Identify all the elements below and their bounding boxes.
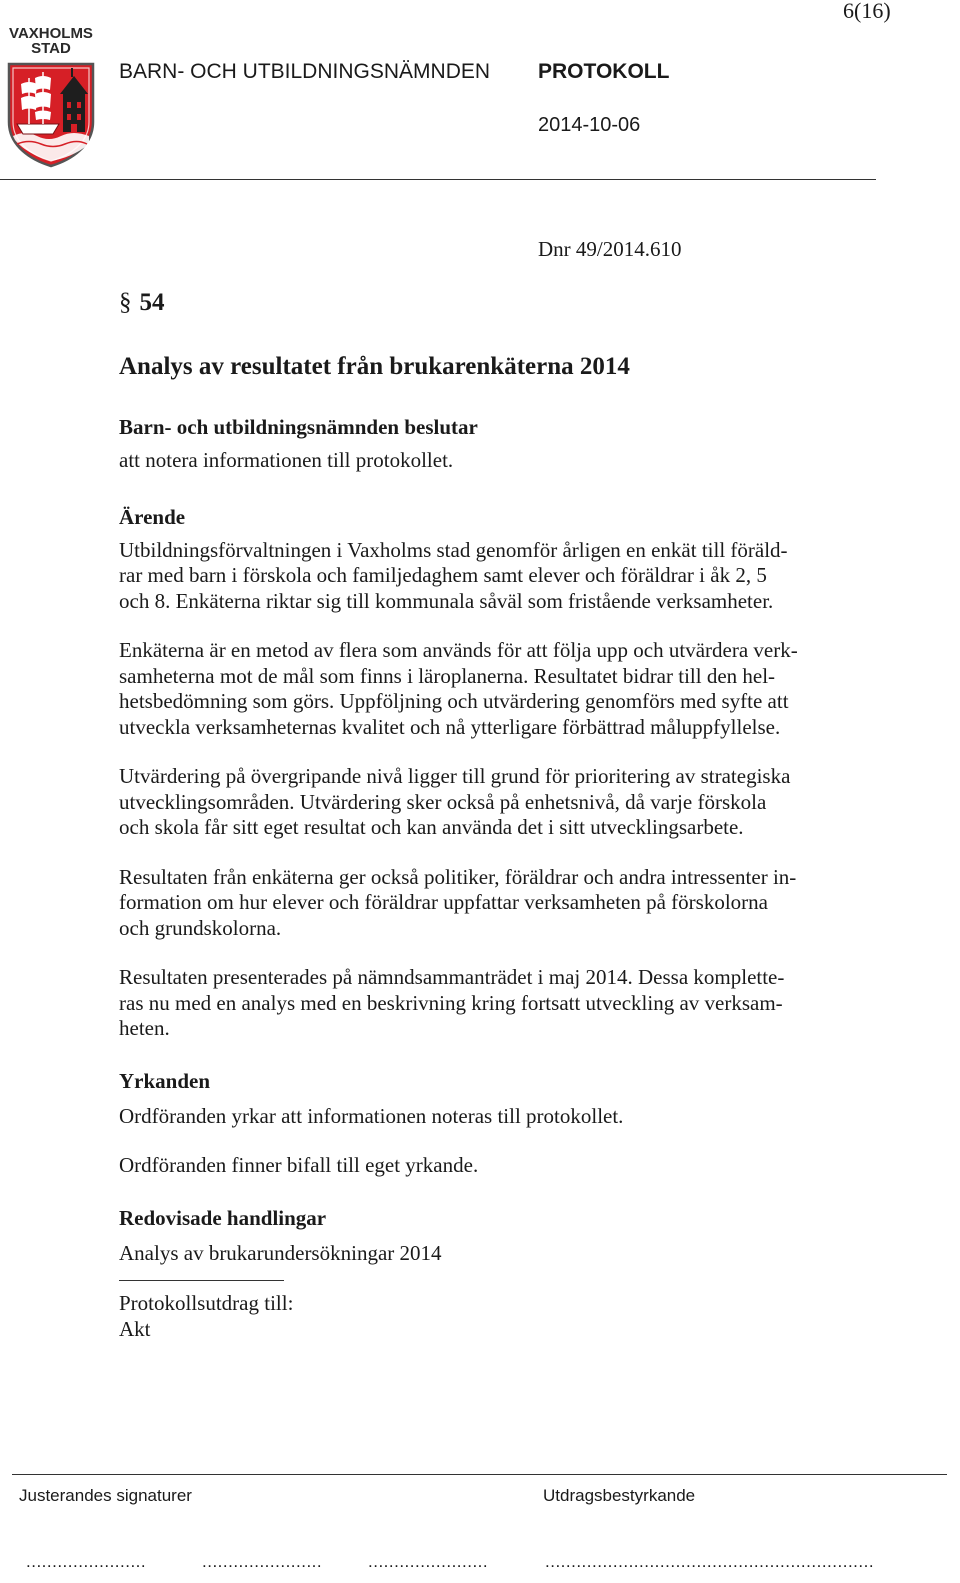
footer-divider xyxy=(12,1474,947,1475)
distribution-divider xyxy=(119,1280,284,1281)
header-divider xyxy=(0,179,876,180)
signature-line-2: ....................... xyxy=(202,1552,323,1571)
matter-paragraph-1: Utbildningsförvaltningen i Vaxholms stad genomför årligen en enkät till föräld- rar med barn i förskola och familjedaghem samt elever och föräldrar i åk 2, 5 och 8. Enkäterna riktar sig till kommunala såväl som fristående verksamheter. xyxy=(119,537,788,613)
extract-certification-label: Utdragsbestyrkande xyxy=(543,1486,696,1505)
section-number xyxy=(119,288,165,318)
distribution-label: Protokollsutdrag till: xyxy=(119,1291,294,1315)
page-number: 6(16) xyxy=(843,0,891,23)
item-title: Analys av resultatet från brukarenkäterna 2014 xyxy=(119,353,630,380)
logo-wordmark xyxy=(5,26,97,56)
meeting-date: 2014-10-06 xyxy=(538,114,641,136)
coat-of-arms-icon xyxy=(5,60,97,168)
extract-signature-line: ............................................................... xyxy=(545,1552,875,1571)
paragraph-sign: § xyxy=(119,289,132,316)
matter-paragraph-2: Enkäterna är en metod av flera som används för att följa upp och utvärdera verk- samheterna mot de mål som finns i läroplanerna. Resultatet bidrar till den hel- hetsbedömning som görs. Uppföljning och utvärdering genomförs med syfte att utveckla verksamheternas kvalitet och nå ytterligare förbättrad måluppfyllelse. xyxy=(119,638,798,739)
documents-heading: Redovisade handlingar xyxy=(119,1205,327,1230)
signatures-label: Justerandes signaturer xyxy=(19,1486,192,1505)
matter-paragraph-3: Utvärdering på övergripande nivå ligger till grund för prioritering av strategiska utvecklingsområden. Utvärdering sker också på enhetsnivå, då varje förskola och skola får sitt eget resultat och kan använda det i sitt utvecklingsarbete. xyxy=(119,764,791,839)
logo-text-line2: STAD xyxy=(31,40,71,57)
section-number-value: 54 xyxy=(139,289,165,316)
signature-line-3: ....................... xyxy=(368,1552,489,1571)
matter-paragraph-4: Resultaten från enkäterna ger också politiker, föräldrar och andra intressenter in- formation om hur elever och föräldrar uppfattar verksamheten på förskolorna och grundskolorna. xyxy=(119,864,797,940)
distribution-recipient: Akt xyxy=(119,1316,151,1341)
registration-number: Dnr 49/2014.610 xyxy=(538,237,682,261)
documents-item: Analys av brukarundersökningar 2014 xyxy=(119,1240,442,1265)
protocol-content xyxy=(119,352,889,1342)
signature-line-1: ....................... xyxy=(26,1552,147,1571)
matter-paragraph-5: Resultaten presenterades på nämndsammanträdet i maj 2014. Dessa komplette- ras nu med en analys med en beskrivning kring fortsatt utveckling av verksam- heten. xyxy=(119,965,785,1040)
vaxholm-coat-of-arms-logo xyxy=(5,26,101,170)
document-type: PROTOKOLL xyxy=(538,60,670,83)
decision-text: att notera informationen till protokollet. xyxy=(119,448,454,472)
decision-heading: Barn- och utbildningsnämnden beslutar xyxy=(119,415,478,439)
committee-name: BARN- OCH UTBILDNINGSNÄMNDEN xyxy=(119,60,491,83)
motions-text-1: Ordföranden yrkar att informationen noteras till protokollet. xyxy=(119,1103,624,1128)
motions-heading: Yrkanden xyxy=(119,1068,211,1093)
logo-text-line1: VAXHOLMS xyxy=(9,25,93,42)
matter-heading: Ärende xyxy=(119,504,186,529)
motions-text-2: Ordföranden finner bifall till eget yrkande. xyxy=(119,1153,479,1177)
